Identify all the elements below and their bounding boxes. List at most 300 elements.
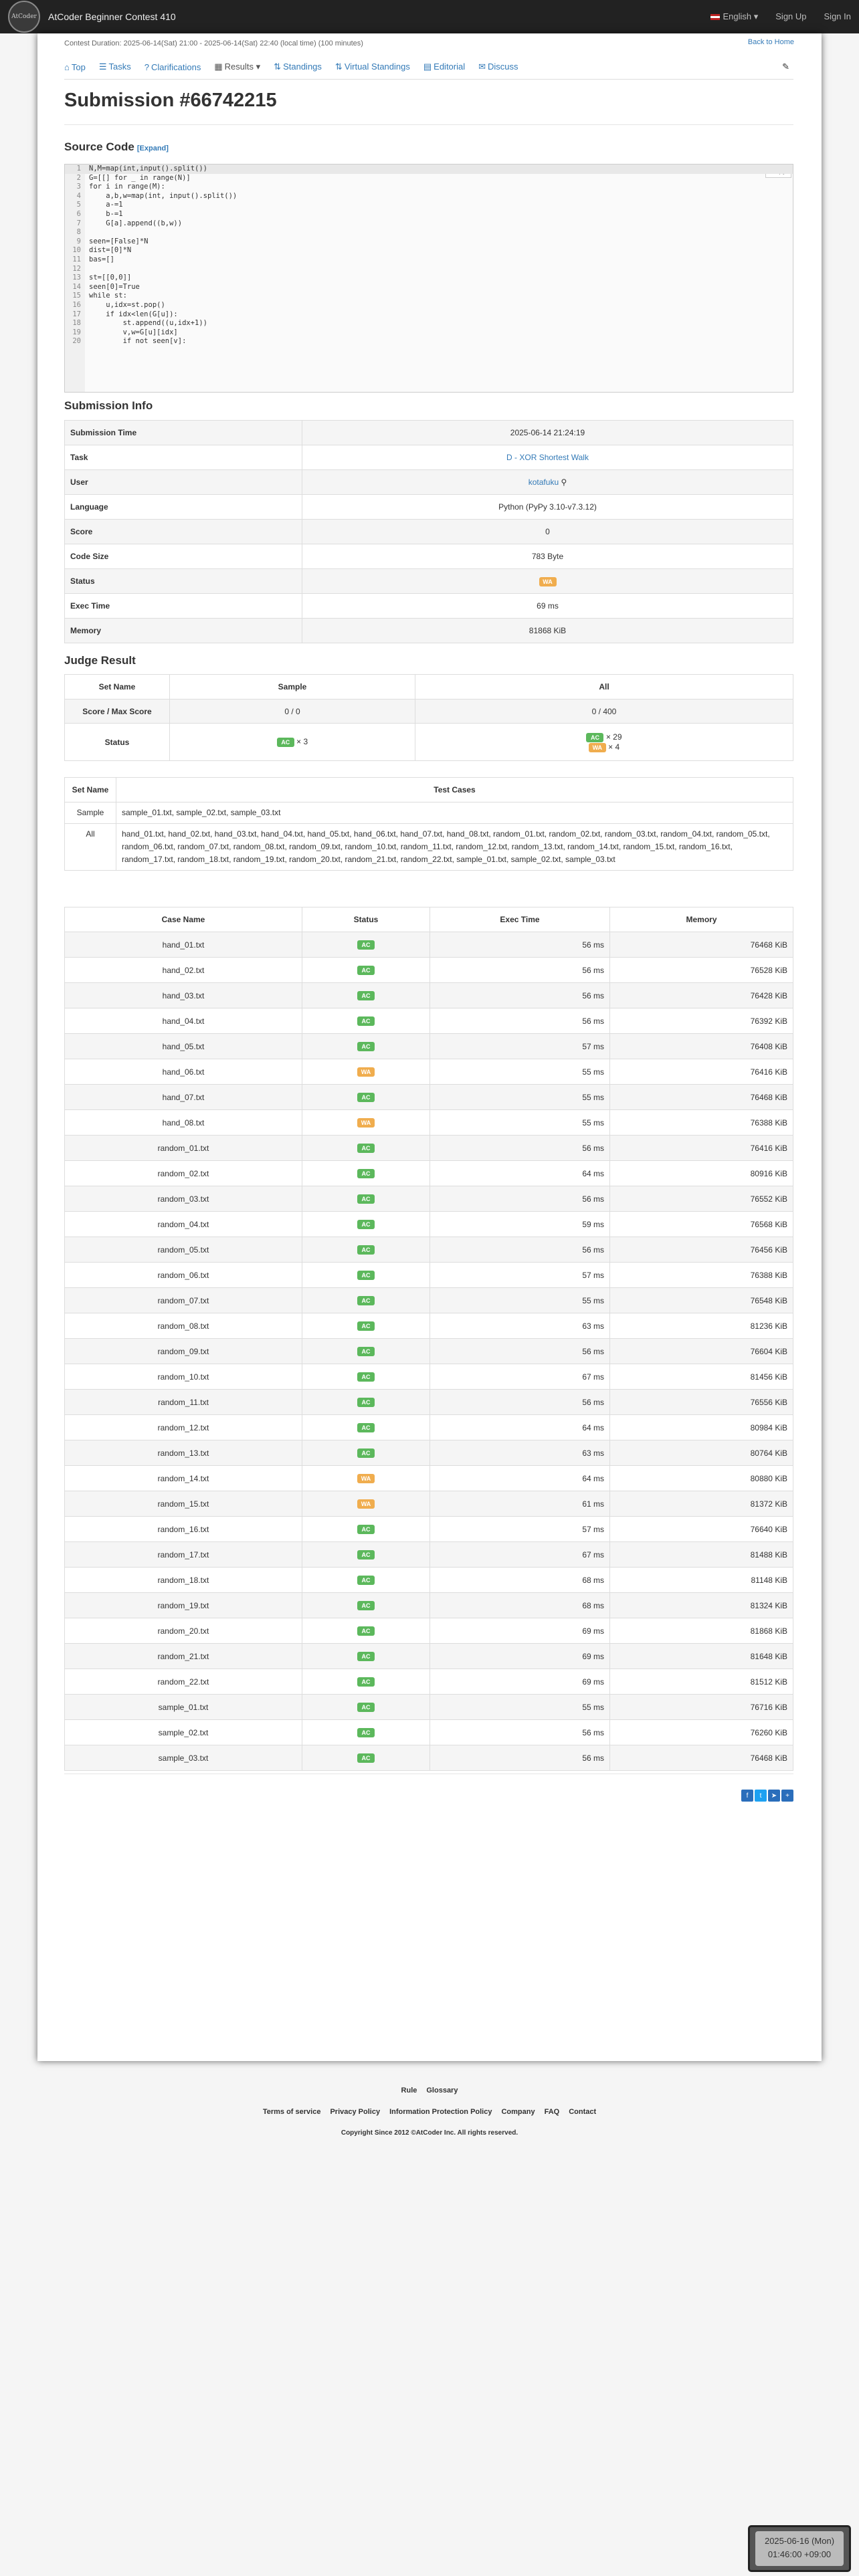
case-status	[302, 983, 430, 1008]
case-name: sample_03.txt	[65, 1745, 302, 1771]
info-key: User	[65, 470, 302, 495]
footer-link[interactable]: Information Protection Policy	[389, 2108, 492, 2116]
footer-link[interactable]: Rule	[401, 2086, 417, 2095]
footer-links-bottom	[0, 2108, 859, 2116]
status-badge: AC	[357, 1753, 375, 1763]
tab-tasks[interactable]: ☰ Tasks	[98, 62, 131, 72]
code-line	[65, 265, 793, 274]
code-line	[65, 246, 793, 255]
table-row	[65, 1085, 793, 1110]
status-badge: AC	[357, 1398, 375, 1407]
code-text: seen[0]=True	[89, 282, 140, 291]
line-number: 14	[72, 282, 81, 291]
info-row	[65, 470, 793, 495]
sort-icon: ⇅	[274, 62, 282, 72]
status-badge: AC	[357, 1144, 375, 1153]
status-badge: AC	[357, 1296, 375, 1305]
line-number: 7	[76, 219, 81, 227]
table-row	[65, 1059, 793, 1085]
code-text: dist=[0]*N	[89, 246, 132, 255]
case-exec-time: 56 ms	[430, 1237, 610, 1263]
score-row	[65, 700, 793, 724]
table-row	[65, 1263, 793, 1288]
code-text: a,b,w=map(int, input().split())	[89, 191, 237, 200]
case-exec-time: 59 ms	[430, 1212, 610, 1237]
case-name: random_12.txt	[65, 1415, 302, 1440]
clock-face	[755, 2531, 844, 2566]
status-badge: AC	[357, 1321, 375, 1331]
code-text: if idx<len(G[u]):	[89, 310, 178, 318]
code-text: if not seen[v]:	[89, 337, 187, 346]
case-exec-time: 64 ms	[430, 1466, 610, 1491]
table-row	[65, 1491, 793, 1517]
case-status	[302, 1390, 430, 1415]
status-badge: AC	[357, 1652, 375, 1661]
back-home-link[interactable]: Back to Home	[747, 38, 794, 46]
case-exec-time: 55 ms	[430, 1695, 610, 1720]
line-number: 9	[76, 237, 81, 245]
info-key: Memory	[65, 619, 302, 643]
table-row	[65, 1161, 793, 1186]
code-line	[65, 228, 793, 237]
col-status: Status	[302, 907, 430, 932]
case-memory: 81236 KiB	[610, 1313, 793, 1339]
line-number: 5	[76, 201, 81, 209]
case-memory: 76416 KiB	[610, 1136, 793, 1161]
user-link[interactable]: kotafuku	[528, 477, 559, 487]
status-badge: WA	[357, 1499, 375, 1509]
case-memory: 76428 KiB	[610, 983, 793, 1008]
task-link[interactable]: D - XOR Shortest Walk	[506, 453, 589, 462]
case-exec-time: 69 ms	[430, 1618, 610, 1644]
language-dropdown[interactable]: English ▾	[710, 11, 758, 22]
status-badge: AC	[357, 940, 375, 950]
case-memory: 76468 KiB	[610, 1745, 793, 1771]
case-memory: 76468 KiB	[610, 1085, 793, 1110]
case-exec-time: 56 ms	[430, 1745, 610, 1771]
footer-link[interactable]: Glossary	[426, 2086, 458, 2095]
col-sample: Sample	[170, 675, 415, 700]
case-status	[302, 1491, 430, 1517]
tab-standings[interactable]: ⇅ Standings	[274, 62, 322, 72]
status-badge: AC	[357, 1169, 375, 1178]
status-badge: AC	[357, 1194, 375, 1204]
status-badge: AC	[357, 1093, 375, 1102]
line-number: 12	[72, 264, 81, 273]
case-name: hand_03.txt	[65, 983, 302, 1008]
case-memory: 76260 KiB	[610, 1720, 793, 1745]
case-status	[302, 1695, 430, 1720]
info-value	[302, 470, 793, 495]
table-row	[65, 1288, 793, 1313]
case-exec-time: 55 ms	[430, 1110, 610, 1136]
code-text: u,idx=st.pop()	[89, 300, 165, 309]
source-code-block[interactable]	[64, 164, 793, 393]
submission-info-table	[64, 420, 793, 643]
status-badge: WA	[357, 1067, 375, 1077]
case-status	[302, 1059, 430, 1085]
line-number: 15	[72, 292, 81, 300]
case-exec-time: 56 ms	[430, 932, 610, 958]
case-name: random_18.txt	[65, 1568, 302, 1593]
case-status	[302, 1568, 430, 1593]
clock-time: 01:46:00 +09:00	[767, 2549, 832, 2559]
case-status	[302, 1008, 430, 1034]
code-text: b-=1	[89, 209, 123, 218]
line-number: 1	[76, 165, 81, 173]
footer-link[interactable]: FAQ	[544, 2108, 560, 2116]
table-row	[65, 1339, 793, 1364]
status-badge: AC	[357, 1601, 375, 1610]
sample-score: 0 / 0	[170, 700, 415, 724]
facebook-share-icon[interactable]: f	[741, 1790, 753, 1802]
code-line	[65, 201, 793, 210]
case-exec-time: 68 ms	[430, 1568, 610, 1593]
case-name: random_01.txt	[65, 1136, 302, 1161]
test-sets-table	[64, 777, 793, 871]
case-status	[302, 932, 430, 958]
info-row	[65, 544, 793, 569]
footer-link[interactable]: Company	[501, 2108, 535, 2116]
col-set-name: Set Name	[65, 675, 170, 700]
case-exec-time: 57 ms	[430, 1517, 610, 1542]
case-memory: 80984 KiB	[610, 1415, 793, 1440]
case-status	[302, 1415, 430, 1440]
brand[interactable]	[8, 1, 176, 33]
tab-top[interactable]: ⌂ Top	[64, 62, 86, 72]
table-row	[65, 1618, 793, 1644]
col-all: All	[415, 675, 793, 700]
status-badge: WA	[357, 1474, 375, 1483]
case-exec-time: 55 ms	[430, 1288, 610, 1313]
table-row	[65, 1237, 793, 1263]
case-memory: 76556 KiB	[610, 1390, 793, 1415]
info-key: Submission Time	[65, 421, 302, 445]
status-badge: AC	[357, 1347, 375, 1356]
case-exec-time: 55 ms	[430, 1059, 610, 1085]
status-badge: AC	[357, 1220, 375, 1229]
table-row	[65, 1466, 793, 1491]
case-name: random_19.txt	[65, 1593, 302, 1618]
status-badge: AC	[357, 1016, 375, 1026]
case-memory: 76604 KiB	[610, 1339, 793, 1364]
judge-result-heading: Judge Result	[64, 654, 136, 667]
status-badge: WA	[357, 1118, 375, 1128]
case-memory: 76552 KiB	[610, 1186, 793, 1212]
tab-results[interactable]: ▦ Results ▾	[214, 62, 261, 72]
case-exec-time: 61 ms	[430, 1491, 610, 1517]
case-status	[302, 1263, 430, 1288]
col-test-cases: Test Cases	[116, 778, 793, 802]
case-status	[302, 1237, 430, 1263]
sign-in-link[interactable]: Sign In	[824, 11, 851, 21]
status-badge: AC	[357, 1525, 375, 1534]
code-line	[65, 319, 793, 328]
table-row	[65, 1669, 793, 1695]
code-text: N,M=map(int,input().split())	[89, 165, 208, 173]
code-text: st=[[0,0]]	[89, 274, 132, 282]
line-number: 13	[72, 274, 81, 282]
case-exec-time: 63 ms	[430, 1313, 610, 1339]
case-status	[302, 1313, 430, 1339]
all-score: 0 / 400	[415, 700, 793, 724]
info-value: 2025-06-14 21:24:19	[302, 421, 793, 445]
atcoder-logo[interactable]: AtCoder	[8, 1, 40, 33]
case-memory: 76548 KiB	[610, 1288, 793, 1313]
case-name: random_17.txt	[65, 1542, 302, 1568]
code-line	[65, 301, 793, 310]
info-row	[65, 569, 793, 594]
footer-link[interactable]: Terms of service	[262, 2108, 321, 2116]
case-name: random_16.txt	[65, 1517, 302, 1542]
case-memory: 81648 KiB	[610, 1644, 793, 1669]
info-key: Task	[65, 445, 302, 470]
code-line	[65, 255, 793, 265]
set-cases: sample_01.txt, sample_02.txt, sample_03.txt	[116, 802, 793, 824]
sample-status: AC × 3	[170, 724, 415, 761]
case-memory: 81488 KiB	[610, 1542, 793, 1568]
pin-icon[interactable]: ✎	[782, 62, 789, 72]
list-icon: ☰	[98, 62, 107, 72]
copyright: Copyright Since 2012 ©AtCoder Inc. All rights reserved.	[341, 2129, 518, 2137]
clock-date: 2025-06-16 (Mon)	[764, 2536, 835, 2546]
code-text: a-=1	[89, 201, 123, 209]
case-memory: 80764 KiB	[610, 1440, 793, 1466]
case-exec-time: 68 ms	[430, 1593, 610, 1618]
info-value: 69 ms	[302, 594, 793, 619]
case-status	[302, 958, 430, 983]
case-name: random_09.txt	[65, 1339, 302, 1364]
status-label: Status	[65, 724, 170, 761]
case-status	[302, 1212, 430, 1237]
code-line	[65, 219, 793, 229]
line-number: 8	[76, 228, 81, 237]
case-name: random_02.txt	[65, 1161, 302, 1186]
case-memory: 76528 KiB	[610, 958, 793, 983]
status-badge: WA	[539, 577, 557, 586]
table-row	[65, 1136, 793, 1161]
case-name: random_05.txt	[65, 1237, 302, 1263]
status-badge: AC	[357, 991, 375, 1000]
status-badge: AC	[357, 1576, 375, 1585]
case-status	[302, 1034, 430, 1059]
line-number: 3	[76, 183, 81, 191]
flag-icon	[710, 14, 720, 20]
table-row	[65, 1720, 793, 1745]
col-memory: Memory	[610, 907, 793, 932]
set-row-all	[65, 824, 793, 871]
case-memory: 80916 KiB	[610, 1161, 793, 1186]
table-row	[65, 1593, 793, 1618]
tab-discuss[interactable]: ✉ Discuss	[478, 62, 518, 72]
code-line	[65, 292, 793, 301]
info-row	[65, 421, 793, 445]
case-status	[302, 1440, 430, 1466]
case-status	[302, 1618, 430, 1644]
info-value: 783 Byte	[302, 544, 793, 569]
share-buttons	[741, 1790, 793, 1802]
home-icon: ⌂	[64, 62, 70, 72]
case-exec-time: 69 ms	[430, 1669, 610, 1695]
case-memory: 76388 KiB	[610, 1110, 793, 1136]
line-number: 16	[72, 300, 81, 309]
case-memory: 76568 KiB	[610, 1212, 793, 1237]
case-name: random_22.txt	[65, 1669, 302, 1695]
info-key: Score	[65, 520, 302, 544]
case-memory: 81512 KiB	[610, 1669, 793, 1695]
footer	[0, 2086, 859, 2150]
table-row	[65, 932, 793, 958]
code-line	[65, 337, 793, 346]
contest-title[interactable]: AtCoder Beginner Contest 410	[48, 11, 176, 22]
case-name: random_03.txt	[65, 1186, 302, 1212]
case-exec-time: 56 ms	[430, 1339, 610, 1364]
tab-virtual-standings[interactable]: ⇅ Virtual Standings	[335, 62, 410, 72]
expand-link[interactable]: [Expand]	[136, 144, 169, 152]
test-case-table	[64, 907, 793, 1771]
line-number: 10	[72, 246, 81, 255]
case-name: hand_07.txt	[65, 1085, 302, 1110]
case-memory: 76468 KiB	[610, 932, 793, 958]
footer-link[interactable]: Privacy Policy	[330, 2108, 381, 2116]
info-row	[65, 495, 793, 520]
line-number: 19	[72, 328, 81, 336]
case-status	[302, 1517, 430, 1542]
case-name: random_04.txt	[65, 1212, 302, 1237]
info-value	[302, 569, 793, 594]
table-row	[65, 1745, 793, 1771]
case-status	[302, 1669, 430, 1695]
case-status	[302, 1288, 430, 1313]
submission-info-heading: Submission Info	[64, 399, 153, 412]
case-exec-time: 56 ms	[430, 1390, 610, 1415]
case-exec-time: 56 ms	[430, 958, 610, 983]
info-row	[65, 445, 793, 470]
set-name: All	[65, 824, 116, 871]
nav-right	[710, 11, 851, 22]
status-badge: AC	[357, 1245, 375, 1255]
set-row-sample	[65, 802, 793, 824]
table-icon: ▦	[214, 62, 223, 72]
code-text: G[a].append((b,w))	[89, 219, 183, 227]
footer-links-top	[0, 2086, 859, 2095]
status-badge: AC	[357, 1271, 375, 1280]
info-key: Exec Time	[65, 594, 302, 619]
table-row	[65, 1517, 793, 1542]
case-status	[302, 1644, 430, 1669]
footer-link[interactable]: Contact	[569, 2108, 597, 2116]
add-share-icon[interactable]: +	[781, 1790, 793, 1802]
code-line	[65, 283, 793, 292]
case-status	[302, 1593, 430, 1618]
case-name: random_14.txt	[65, 1466, 302, 1491]
case-memory: 76388 KiB	[610, 1263, 793, 1288]
status-badge: AC	[357, 1448, 375, 1458]
case-name: hand_06.txt	[65, 1059, 302, 1085]
table-row	[65, 983, 793, 1008]
case-exec-time: 64 ms	[430, 1161, 610, 1186]
table-row	[65, 1186, 793, 1212]
table-row	[65, 1313, 793, 1339]
line-number: 18	[72, 319, 81, 328]
case-status	[302, 1085, 430, 1110]
case-name: random_13.txt	[65, 1440, 302, 1466]
divider	[64, 124, 793, 125]
case-status	[302, 1745, 430, 1771]
table-row	[65, 1644, 793, 1669]
sign-up-link[interactable]: Sign Up	[775, 11, 807, 21]
case-status	[302, 1364, 430, 1390]
code-line	[65, 310, 793, 320]
table-row	[65, 1440, 793, 1466]
code-line	[65, 237, 793, 247]
table-row	[65, 1364, 793, 1390]
info-row	[65, 619, 793, 643]
case-name: hand_02.txt	[65, 958, 302, 983]
case-exec-time: 56 ms	[430, 1720, 610, 1745]
table-row	[65, 1212, 793, 1237]
case-name: hand_05.txt	[65, 1034, 302, 1059]
table-row	[65, 958, 793, 983]
set-name: Sample	[65, 802, 116, 824]
case-memory: 76456 KiB	[610, 1237, 793, 1263]
table-row	[65, 1110, 793, 1136]
ac-badge: AC	[277, 738, 294, 747]
status-badge: AC	[357, 1372, 375, 1382]
case-exec-time: 56 ms	[430, 1008, 610, 1034]
case-memory: 81868 KiB	[610, 1618, 793, 1644]
line-number: 20	[72, 337, 81, 346]
table-row	[65, 1415, 793, 1440]
info-row	[65, 594, 793, 619]
code-text: for i in range(M):	[89, 183, 165, 191]
table-row	[65, 1568, 793, 1593]
top-navbar	[0, 0, 859, 33]
status-badge: AC	[357, 1728, 375, 1737]
case-status	[302, 1161, 430, 1186]
line-number: 2	[76, 173, 81, 182]
page-title: Submission #66742215	[64, 90, 277, 111]
search-icon[interactable]: ⚲	[559, 477, 567, 487]
case-exec-time: 67 ms	[430, 1364, 610, 1390]
code-line	[65, 165, 793, 174]
table-row	[65, 1390, 793, 1415]
judge-result-table	[64, 674, 793, 761]
contest-tabs	[64, 55, 793, 80]
main-container	[37, 33, 822, 2061]
tab-clarifications[interactable]: ? Clarifications	[144, 62, 201, 72]
case-name: sample_02.txt	[65, 1720, 302, 1745]
col-set-name: Set Name	[65, 778, 116, 802]
case-memory: 80880 KiB	[610, 1466, 793, 1491]
case-name: random_07.txt	[65, 1288, 302, 1313]
all-status	[415, 724, 793, 761]
tab-editorial[interactable]: ▤ Editorial	[423, 62, 466, 72]
case-memory: 76716 KiB	[610, 1695, 793, 1720]
code-line	[65, 183, 793, 192]
telegram-share-icon[interactable]: ➤	[768, 1790, 780, 1802]
code-text: st.append((u,idx+1))	[89, 319, 208, 328]
comment-icon: ✉	[478, 62, 486, 72]
case-memory: 76640 KiB	[610, 1517, 793, 1542]
col-exec-time: Exec Time	[430, 907, 610, 932]
twitter-share-icon[interactable]: t	[755, 1790, 767, 1802]
score-label: Score / Max Score	[65, 700, 170, 724]
status-badge: AC	[357, 1550, 375, 1560]
sort-icon: ⇅	[335, 62, 343, 72]
info-row	[65, 520, 793, 544]
case-status	[302, 1136, 430, 1161]
